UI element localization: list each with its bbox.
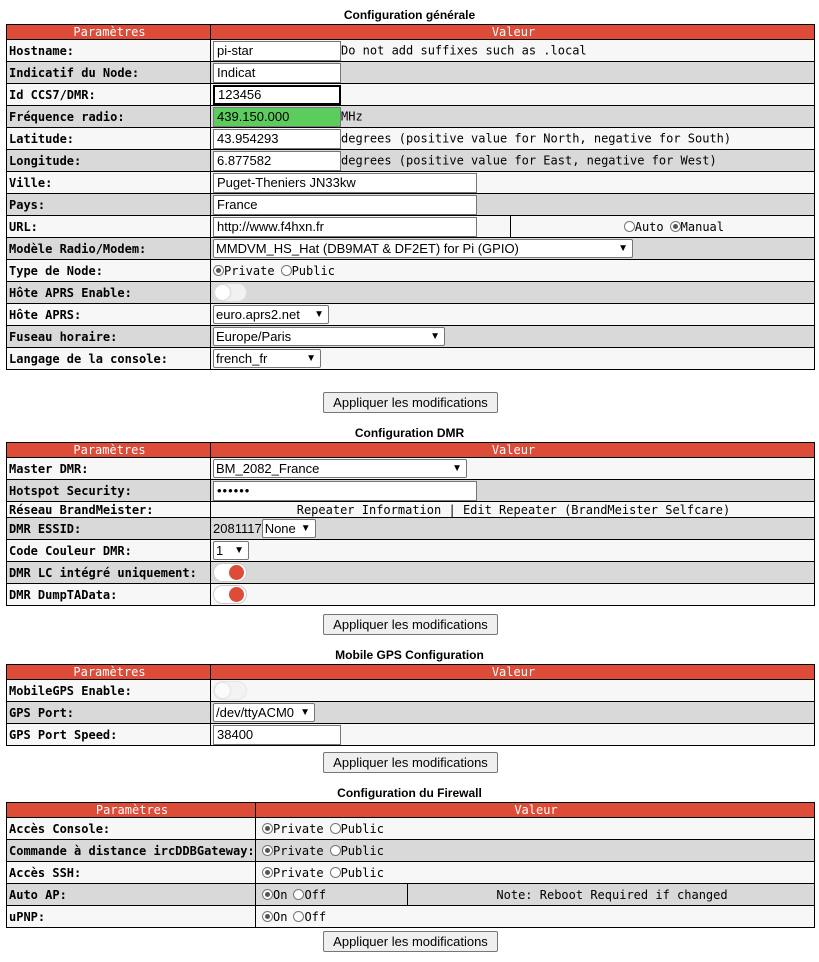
- gps-enable-toggle[interactable]: [213, 681, 247, 700]
- url-manual-label: Manual: [680, 219, 724, 234]
- aprs-host-label: Hôte APRS:: [7, 304, 211, 326]
- firewall-config-title: Configuration du Firewall: [337, 786, 482, 800]
- apply-dmr-button[interactable]: Appliquer les modifications: [323, 614, 498, 635]
- timezone-select-value: Europe/Paris: [216, 329, 292, 344]
- url-manual-radio[interactable]: [670, 221, 681, 232]
- console-private-radio[interactable]: [262, 823, 273, 834]
- general-config-title: Configuration générale: [343, 8, 476, 22]
- gps-port-select-value: /dev/ttyACM0: [216, 705, 295, 720]
- dmr-config-title: Configuration DMR: [354, 426, 465, 440]
- ircddb-remote-label: Commande à distance ircDDBGateway:: [7, 840, 256, 862]
- autoap-off-radio[interactable]: [293, 889, 304, 900]
- hotspot-security-label: Hotspot Security:: [7, 480, 211, 502]
- dumptadata-label: DMR DumpTAData:: [7, 584, 211, 606]
- firewall-config-table: [6, 802, 815, 928]
- gps-enable-label: MobileGPS Enable:: [7, 680, 211, 702]
- upnp-off-radio[interactable]: [293, 911, 304, 922]
- ssh-private-label: Private: [273, 865, 324, 880]
- apply-general-button[interactable]: Appliquer les modifications: [323, 392, 498, 413]
- ircddb-private-radio[interactable]: [262, 845, 273, 856]
- brandmeister-label: Réseau BrandMeister:: [7, 502, 211, 518]
- nodetype-private-label: Private: [224, 263, 275, 278]
- longitude-input[interactable]: 6.877582: [213, 151, 341, 171]
- upnp-label: uPNP:: [7, 906, 256, 928]
- latitude-input[interactable]: 43.954293: [213, 129, 341, 149]
- nodetype-public-radio[interactable]: [281, 265, 292, 276]
- timezone-label: Fuseau horaire:: [7, 326, 211, 348]
- value-header: Valeur: [256, 803, 815, 818]
- apply-firewall-button[interactable]: Appliquer les modifications: [323, 931, 498, 952]
- nodetype-private-radio[interactable]: [213, 265, 224, 276]
- country-label: Pays:: [7, 194, 211, 216]
- params-header: Paramètres: [7, 25, 211, 40]
- nodetype-label: Type de Node:: [7, 260, 211, 282]
- repeater-info-link[interactable]: Repeater Information: [296, 502, 442, 517]
- autoap-on-radio[interactable]: [262, 889, 273, 900]
- ircddb-public-label: Public: [340, 843, 384, 858]
- frequency-unit: MHz: [341, 109, 363, 123]
- ccs7-label: Id CCS7/DMR:: [7, 84, 211, 106]
- longitude-note: degrees (positive value for East, negative for West): [341, 153, 717, 167]
- frequency-input[interactable]: 439.150.000: [213, 107, 341, 127]
- hostname-label: Hostname:: [7, 40, 211, 62]
- upnp-on-label: On: [273, 909, 288, 924]
- chevron-down-icon: ▼: [300, 523, 311, 534]
- gps-speed-label: GPS Port Speed:: [7, 724, 211, 746]
- console-access-label: Accès Console:: [7, 818, 256, 840]
- link-separator: |: [448, 502, 456, 517]
- ccs7-input[interactable]: 123456: [213, 85, 341, 105]
- lang-select[interactable]: [213, 349, 321, 368]
- nodetype-public-label: Public: [291, 263, 335, 278]
- ssh-private-radio[interactable]: [262, 867, 273, 878]
- apply-gps-button[interactable]: Appliquer les modifications: [323, 752, 498, 773]
- gps-port-select[interactable]: [213, 703, 315, 722]
- value-header: Valeur: [211, 665, 815, 680]
- aprs-enable-label: Hôte APRS Enable:: [7, 282, 211, 304]
- frequency-label: Fréquence radio:: [7, 106, 211, 128]
- dmr-master-select[interactable]: [213, 459, 467, 478]
- console-public-label: Public: [340, 821, 384, 836]
- chevron-down-icon: ▼: [452, 463, 462, 474]
- chevron-down-icon: ▼: [430, 331, 440, 342]
- params-header: Paramètres: [7, 803, 256, 818]
- longitude-label: Longitude:: [7, 150, 211, 172]
- chevron-down-icon: ▼: [618, 243, 628, 254]
- autoap-label: Auto AP:: [7, 884, 256, 906]
- dmr-master-label: Master DMR:: [7, 458, 211, 480]
- chevron-down-icon: ▼: [300, 707, 310, 718]
- url-label: URL:: [7, 216, 211, 238]
- url-auto-label: Auto: [634, 219, 664, 234]
- color-code-select[interactable]: [213, 541, 249, 560]
- aprs-enable-toggle[interactable]: [213, 283, 247, 302]
- value-header: Valeur: [211, 25, 815, 40]
- lang-label: Langage de la console:: [7, 348, 211, 370]
- console-public-radio[interactable]: [330, 823, 341, 834]
- modem-select[interactable]: [213, 239, 633, 258]
- color-code-select-value: 1: [216, 543, 224, 558]
- ssh-access-label: Accès SSH:: [7, 862, 256, 884]
- console-private-label: Private: [273, 821, 324, 836]
- ssh-public-label: Public: [340, 865, 384, 880]
- hostname-input[interactable]: pi-star: [213, 41, 341, 61]
- gps-speed-input[interactable]: 38400: [213, 725, 341, 745]
- hotspot-security-input[interactable]: ••••••: [213, 481, 477, 501]
- town-input[interactable]: Puget-Theniers JN33kw: [213, 173, 477, 193]
- general-config-table: [6, 24, 815, 370]
- lang-select-value: french_fr: [216, 351, 268, 366]
- country-input[interactable]: France: [213, 195, 477, 215]
- dmr-essid-select[interactable]: [262, 519, 316, 538]
- latitude-note: degrees (positive value for North, negative for South): [341, 131, 732, 145]
- ircddb-public-radio[interactable]: [330, 845, 341, 856]
- url-input[interactable]: http://www.f4hxn.fr: [213, 217, 477, 237]
- color-code-label: Code Couleur DMR:: [7, 540, 211, 562]
- autoap-note: Note: Reboot Required if changed: [496, 887, 728, 902]
- modem-label: Modèle Radio/Modem:: [7, 238, 211, 260]
- dmr-essid-select-value: None: [264, 521, 296, 536]
- chevron-down-icon: ▼: [234, 545, 244, 556]
- edit-repeater-link[interactable]: Edit Repeater (BrandMeister Selfcare): [462, 502, 731, 517]
- params-header: Paramètres: [7, 665, 211, 680]
- dmr-master-select-value: BM_2082_France: [216, 461, 320, 476]
- gps-config-title: Mobile GPS Configuration: [335, 648, 484, 662]
- autoap-off-label: Off: [304, 887, 327, 902]
- chevron-down-icon: ▼: [306, 353, 316, 364]
- latitude-label: Latitude:: [7, 128, 211, 150]
- town-label: Ville:: [7, 172, 211, 194]
- ssh-public-radio[interactable]: [330, 867, 341, 878]
- dumptadata-toggle[interactable]: [213, 585, 247, 604]
- gps-port-label: GPS Port:: [7, 702, 211, 724]
- timezone-select[interactable]: [213, 327, 445, 346]
- aprs-host-select-value: euro.aprs2.net: [216, 307, 300, 322]
- ircddb-private-label: Private: [273, 843, 324, 858]
- modem-select-value: MMDVM_HS_Hat (DB9MAT & DF2ET) for Pi (GPIO): [216, 241, 519, 256]
- url-auto-radio[interactable]: [624, 221, 635, 232]
- dmr-essid-prefix: 2081117: [213, 521, 262, 536]
- autoap-on-label: On: [273, 887, 288, 902]
- upnp-on-radio[interactable]: [262, 911, 273, 922]
- value-header: Valeur: [211, 443, 815, 458]
- dmr-config-table: [6, 442, 815, 606]
- dmr-essid-label: DMR ESSID:: [7, 518, 211, 540]
- embedded-lc-toggle[interactable]: [213, 563, 247, 582]
- aprs-host-select[interactable]: [213, 305, 329, 324]
- callsign-label: Indicatif du Node:: [7, 62, 211, 84]
- gps-config-table: [6, 664, 815, 746]
- chevron-down-icon: ▼: [314, 309, 324, 320]
- hostname-note: Do not add suffixes such as .local: [341, 43, 587, 57]
- params-header: Paramètres: [7, 443, 211, 458]
- embedded-lc-label: DMR LC intégré uniquement:: [7, 562, 211, 584]
- callsign-input[interactable]: Indicat: [213, 63, 341, 83]
- upnp-off-label: Off: [304, 909, 327, 924]
